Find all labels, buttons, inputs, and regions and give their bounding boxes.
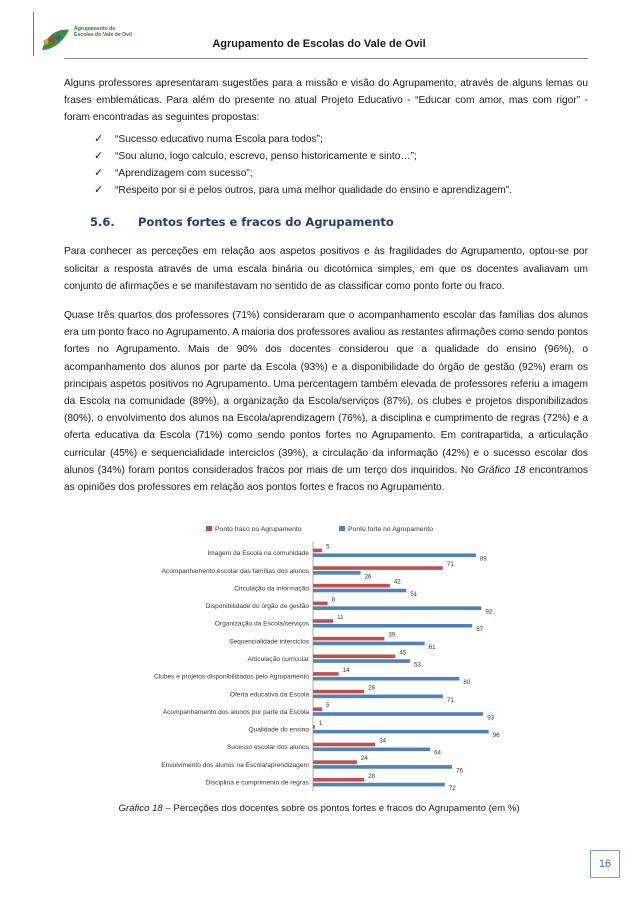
bar-strong <box>313 695 443 699</box>
bar-strong <box>313 642 425 646</box>
data-label: 80 <box>463 679 471 687</box>
category-label: Clubes e projetos disponibilizados pelo Agrupamento <box>153 673 309 681</box>
data-label: 26 <box>364 573 372 581</box>
category-label: Circulação da informação <box>234 585 309 593</box>
bar-weak <box>313 619 333 623</box>
bar-strong <box>313 624 472 628</box>
category-label: Imagem da Escola na comunidade <box>207 550 309 558</box>
category-label: Sequencialidade interciclos <box>229 638 309 646</box>
list-item: ✓ “Aprendizagem com sucesso”; <box>94 165 588 182</box>
data-label: 8 <box>331 596 336 604</box>
checkmark-icon: ✓ <box>94 132 104 145</box>
bar-weak <box>313 760 357 764</box>
bar-weak <box>313 584 390 588</box>
category-label: Organização da Escola/serviços <box>214 620 309 628</box>
legend-label: Ponto forte no Agrupamento <box>348 526 434 533</box>
data-label: 5 <box>326 702 330 710</box>
data-label: 14 <box>342 666 350 674</box>
checkmark-icon: ✓ <box>94 149 104 162</box>
data-label: 87 <box>476 626 484 634</box>
bar-strong <box>313 553 476 557</box>
bar-weak <box>313 602 328 606</box>
category-label: Acompanhamento dos alunos por parte da Escola <box>162 708 309 716</box>
data-label: 89 <box>479 555 487 563</box>
data-label: 96 <box>492 732 500 740</box>
bar-weak <box>313 743 375 747</box>
checkmark-icon: ✓ <box>94 184 104 197</box>
legend-swatch <box>339 526 345 531</box>
bar-weak <box>313 707 322 711</box>
category-label: Acompanhamento escolar das famílias dos alunos <box>161 567 309 575</box>
category-label: Articulação curricular <box>247 655 309 663</box>
data-label: 45 <box>399 649 407 657</box>
data-label: 42 <box>393 578 401 586</box>
legend-label: Ponto fraco no Agrupamento <box>215 526 302 533</box>
data-label: 93 <box>487 714 495 722</box>
category-label: Qualidade do ensino <box>248 726 309 734</box>
bar-weak <box>313 672 339 676</box>
bar-strong <box>313 765 452 769</box>
data-label: 92 <box>485 608 493 616</box>
results-paragraph: Quase três quartos dos professores (71%) consideraram que o acompanhamento escolar das famílias dos alunos era um ponto fraco no Agrupamento. A maioria dos professores avaliou as restantes afirmações como sendo pontos fortes no Agrupamento. Mais de 90% dos docentes considerou que a qualidade do ensino (96%), o acompanhamento dos alunos por parte da Escola (93%) e a disponibilidade do órgão de gestão (92%) eram os principais aspetos positivos no Agrupamento. Uma percentagem também elevada de professores referiu a imagem da Escola na comunidade (89%), a organização da Escola/serviços (87%), os clubes e projetos disponibilizados (80%), o envolvimento dos alunos na Escola/aprendizagem (76%), a disciplina e cumprimento de regras (72%) e a oferta educativa da Escola (71%) como sendo pontos fortes no Agrupamento. Em contrapartida, a articulação curricular (45%) e sequencialidade interciclos (39%), a circulação da informação (42%) e o sucesso escolar dos alunos (34%) foram pontos considerados fracos por mais de um terço dos inquiridos. No Gráfico 18 encontramos as opiniões dos professores em relação aos pontos fortes e fracos no Agrupamento. <box>64 310 588 494</box>
chart-canvas <box>116 520 504 793</box>
data-label: 24 <box>360 755 368 763</box>
section-number: 5.6. <box>90 215 115 230</box>
bar-weak <box>313 725 315 729</box>
data-label: 1 <box>318 719 323 727</box>
section-title: Pontos fortes e fracos do Agrupamento <box>138 215 394 230</box>
data-label: 76 <box>456 767 463 775</box>
bar-strong <box>313 589 406 593</box>
list-item: ✓ “Sucesso educativo numa Escola para todos”; <box>94 131 588 148</box>
bar-strong <box>313 659 410 663</box>
header-title: Agrupamento de Escolas do Vale de Ovil <box>212 38 426 50</box>
category-label: Disciplina e cumprimento de regras <box>205 779 309 787</box>
category-label: Oferta educativa da Escola <box>229 691 309 699</box>
bar-strong <box>313 606 481 610</box>
bar-chart <box>116 520 504 793</box>
data-label: 28 <box>368 684 376 692</box>
figure-caption <box>0 803 638 814</box>
legend-swatch <box>206 526 212 531</box>
list-item: ✓ “Respeito por si e pelos outros, para uma melhor qualidade do ensino e aprendizagem”. <box>94 182 588 199</box>
header-divider <box>64 58 588 59</box>
bar-weak <box>313 637 384 641</box>
bar-weak <box>313 778 364 782</box>
list-item: ✓ “Sou aluno, logo calculo, escrevo, penso historicamente e sinto…”; <box>94 148 588 165</box>
data-label: 71 <box>446 561 454 569</box>
bar-strong <box>313 677 459 681</box>
caption-text: – Perceções dos docentes sobre os pontos fortes e fracos do Agrupamento (em %) <box>162 803 520 814</box>
page-number: 16 <box>590 850 620 878</box>
bar-weak <box>313 549 322 553</box>
method-paragraph: Para conhecer as perceções em relação aos aspetos positivos e às fragilidades do Agrupamento, optou-se por solicitar a resposta através de uma escala binária ou dicotómica simples, em que os docentes avaliavam um conjunto de afirmações e se manifestavam no sentido de as classificar como ponto forte ou fraco. <box>64 246 588 292</box>
data-label: 64 <box>434 749 442 757</box>
data-label: 34 <box>379 737 387 745</box>
data-label: 53 <box>413 661 421 669</box>
category-label: Envolvimento dos alunos na Escola/aprendizagem <box>161 761 309 769</box>
bar-strong <box>313 730 489 734</box>
bar-strong <box>313 571 361 575</box>
bar-strong <box>313 783 445 787</box>
data-label: 61 <box>428 643 436 651</box>
bar-strong <box>313 712 483 716</box>
page-content <box>64 75 588 496</box>
data-label: 51 <box>410 590 418 598</box>
checkmark-icon: ✓ <box>94 167 104 180</box>
bar-weak <box>313 566 443 570</box>
figure-reference: Gráfico 18 <box>477 464 526 476</box>
data-label: 72 <box>448 784 456 792</box>
intro-paragraph: Alguns professores apresentaram sugestões para a missão e visão do Agrupamento, através de alguns lemas ou frases emblemáticas. Para além do presente no atual Projeto Educativo - “Educar com amor, mas com rigor” - foram encontradas as seguintes propostas: <box>64 78 588 124</box>
bar-weak <box>313 654 395 658</box>
section-heading <box>90 213 588 231</box>
proposal-list <box>64 131 588 200</box>
bar-weak <box>313 690 364 694</box>
data-label: 28 <box>368 772 376 780</box>
data-label: 71 <box>446 696 454 704</box>
category-label: Disponibilidade do órgão de gestão <box>205 603 309 611</box>
logo-text: Agrupamento de Escolas do Vale de Ovil <box>74 26 132 38</box>
category-label: Sucesso escolar dos alunos <box>226 744 309 752</box>
data-label: 5 <box>326 543 330 551</box>
data-label: 39 <box>388 631 396 639</box>
bar-strong <box>313 747 430 751</box>
data-label: 11 <box>337 613 344 621</box>
caption-figure-ref: Gráfico 18 <box>118 803 163 814</box>
